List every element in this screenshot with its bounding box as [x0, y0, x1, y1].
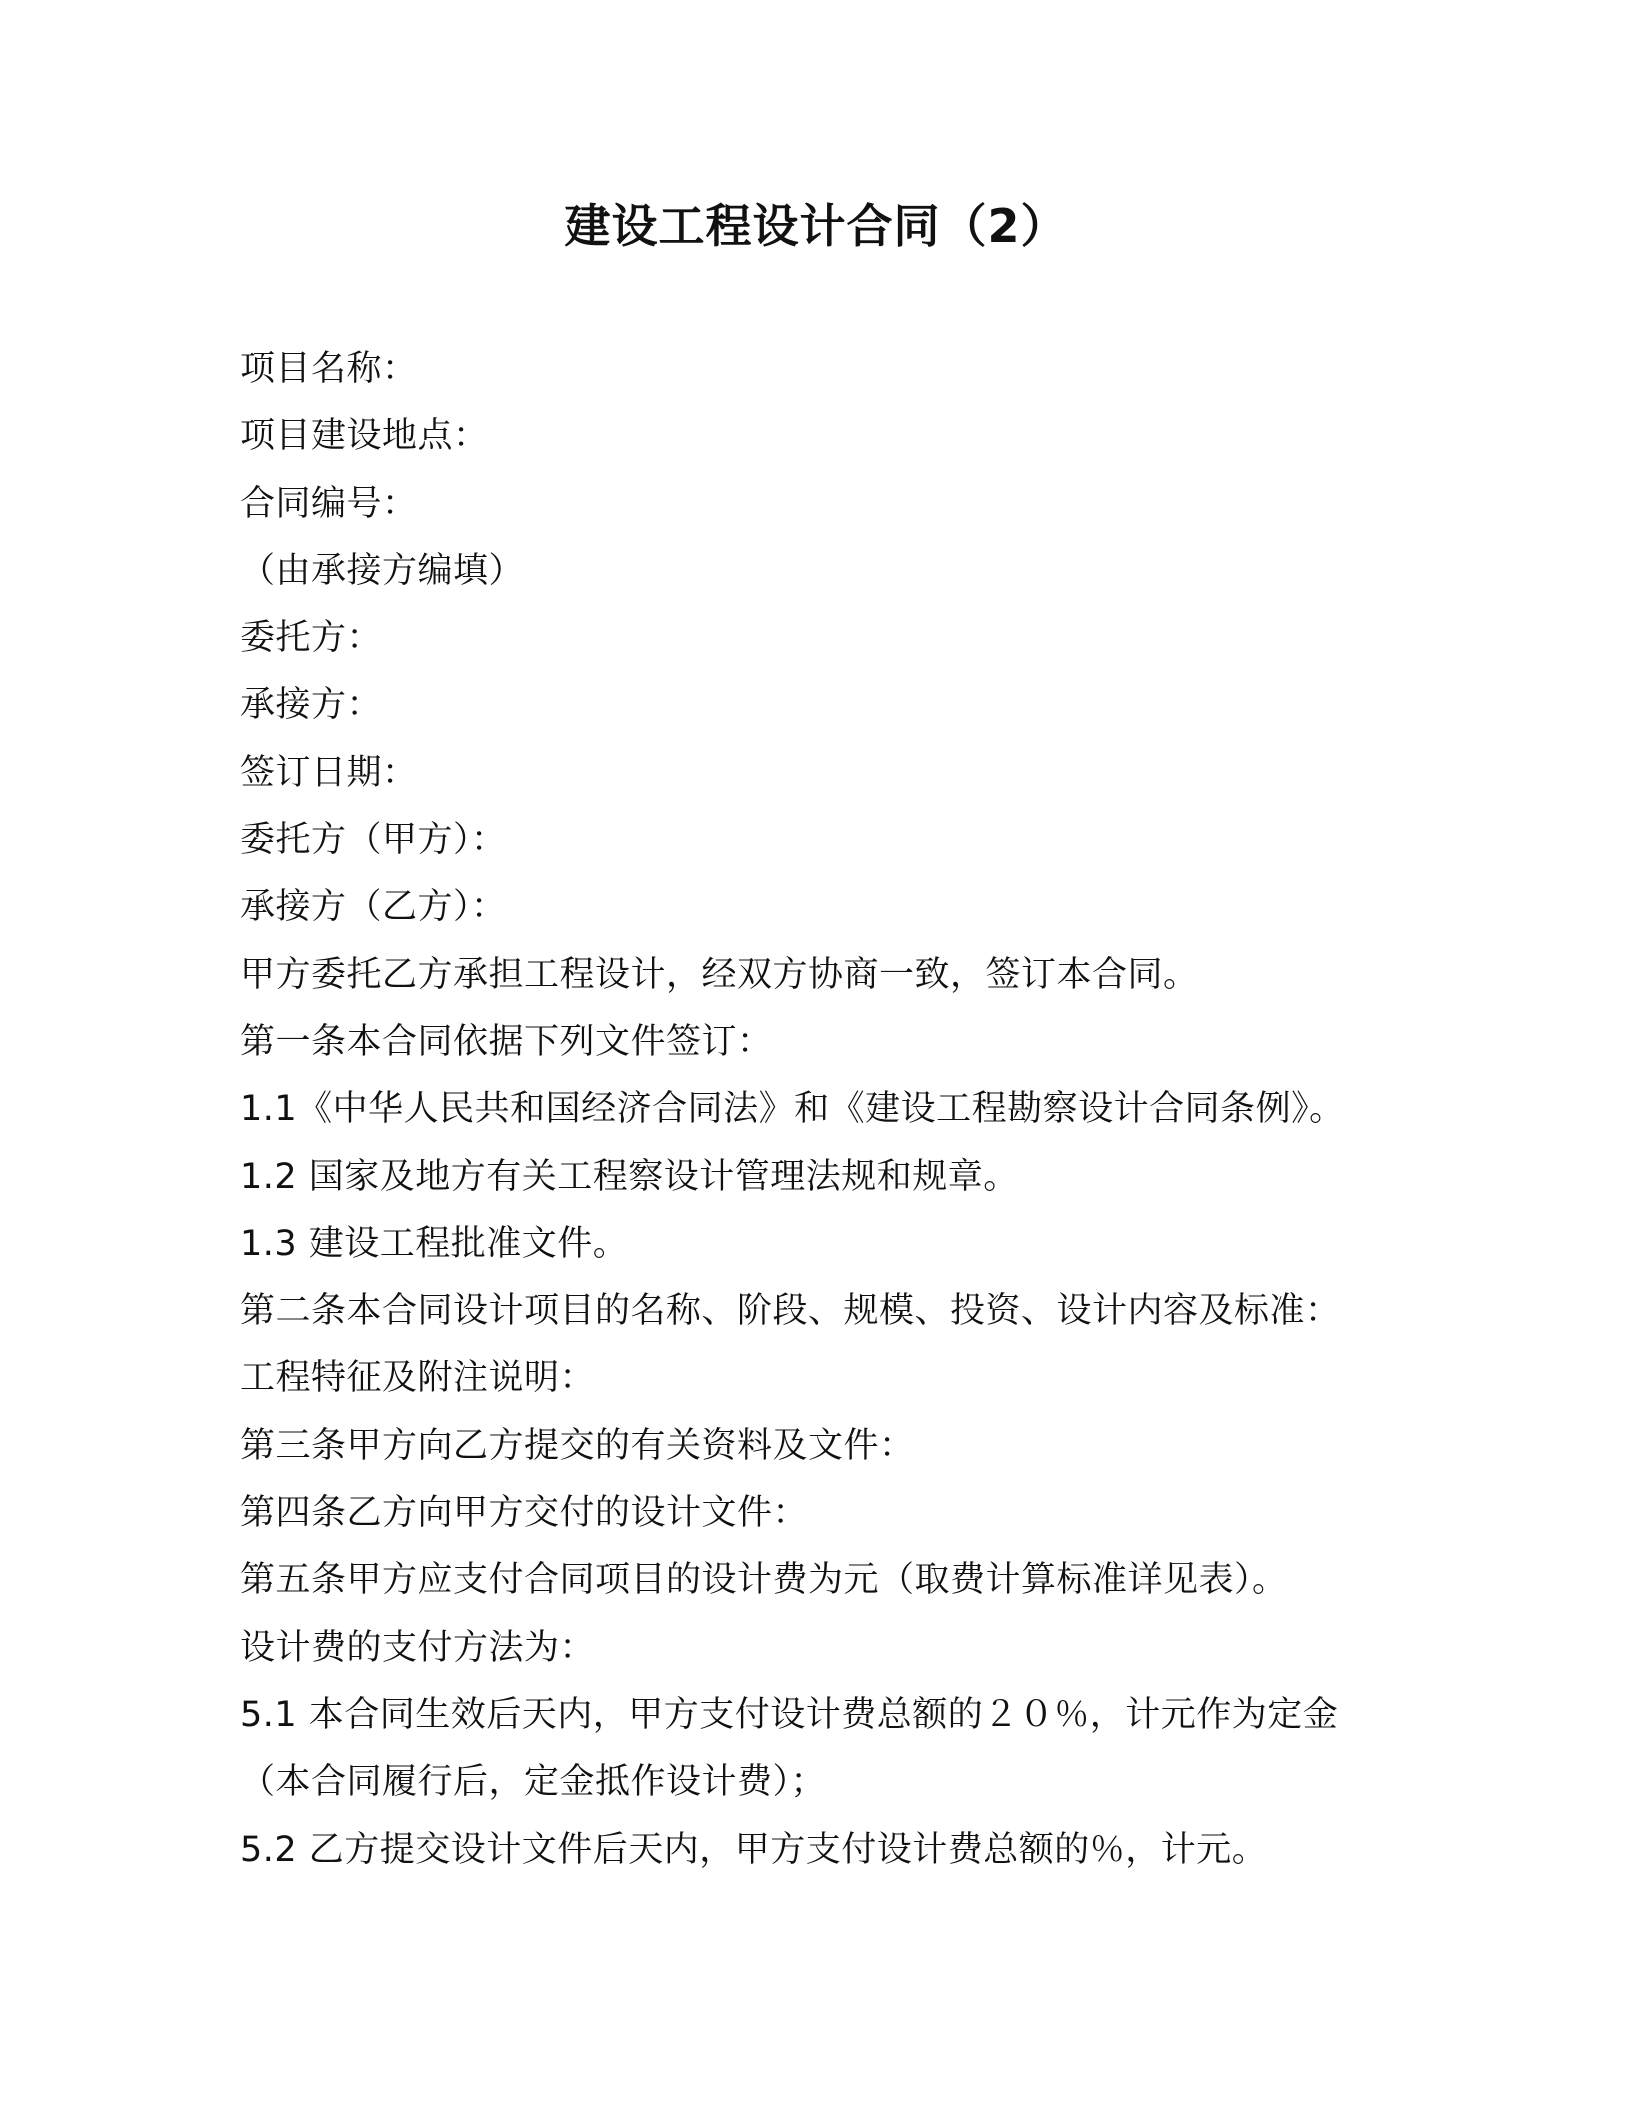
field-project-location: 项目建设地点： — [240, 416, 489, 457]
field-contract-number: 合同编号： — [240, 483, 418, 524]
paragraph-preamble: 甲方委托乙方承担工程设计，经双方协商一致，签订本合同。 — [240, 954, 1199, 995]
article-3-heading: 第三条甲方向乙方提交的有关资料及文件： — [240, 1425, 915, 1466]
clause-5-1-continued: （本合同履行后，定金抵作设计费）； — [240, 1762, 827, 1803]
contract-number-note: （由承接方编填） — [240, 550, 525, 591]
article-4-heading: 第四条乙方向甲方交付的设计文件： — [240, 1493, 809, 1534]
field-client: 委托方： — [240, 618, 383, 659]
clause-1-1: 1.1《中华人民共和国经济合同法》和《建设工程勘察设计合同条例》。 — [240, 1089, 1345, 1130]
clause-5-2: 5.2 乙方提交设计文件后天内，甲方支付设计费总额的％，计元。 — [240, 1829, 1268, 1870]
clause-5-1: 5.1 本合同生效后天内，甲方支付设计费总额的２０％，计元作为定金 — [240, 1694, 1339, 1735]
clause-1-3: 1.3 建设工程批准文件。 — [240, 1223, 629, 1264]
article-5-heading: 第五条甲方应支付合同项目的设计费为元（取费计算标准详见表）。 — [240, 1560, 1288, 1601]
article-2-notes: 工程特征及附注说明： — [240, 1358, 596, 1399]
payment-method-heading: 设计费的支付方法为： — [240, 1627, 596, 1668]
clause-1-2: 1.2 国家及地方有关工程察设计管理法规和规章。 — [240, 1156, 1019, 1197]
field-signing-date: 签订日期： — [240, 752, 418, 793]
article-2-heading: 第二条本合同设计项目的名称、阶段、规模、投资、设计内容及标准： — [240, 1291, 1341, 1332]
document-body — [240, 336, 1410, 1884]
field-project-name: 项目名称： — [240, 349, 418, 389]
document-title: 建设工程设计合同（2） — [564, 199, 1068, 253]
field-party-b: 承接方（乙方）： — [240, 887, 507, 928]
article-1-heading: 第一条本合同依据下列文件签订： — [240, 1021, 773, 1062]
field-contractor: 承接方： — [240, 685, 383, 726]
field-party-a: 委托方（甲方）： — [240, 820, 507, 861]
